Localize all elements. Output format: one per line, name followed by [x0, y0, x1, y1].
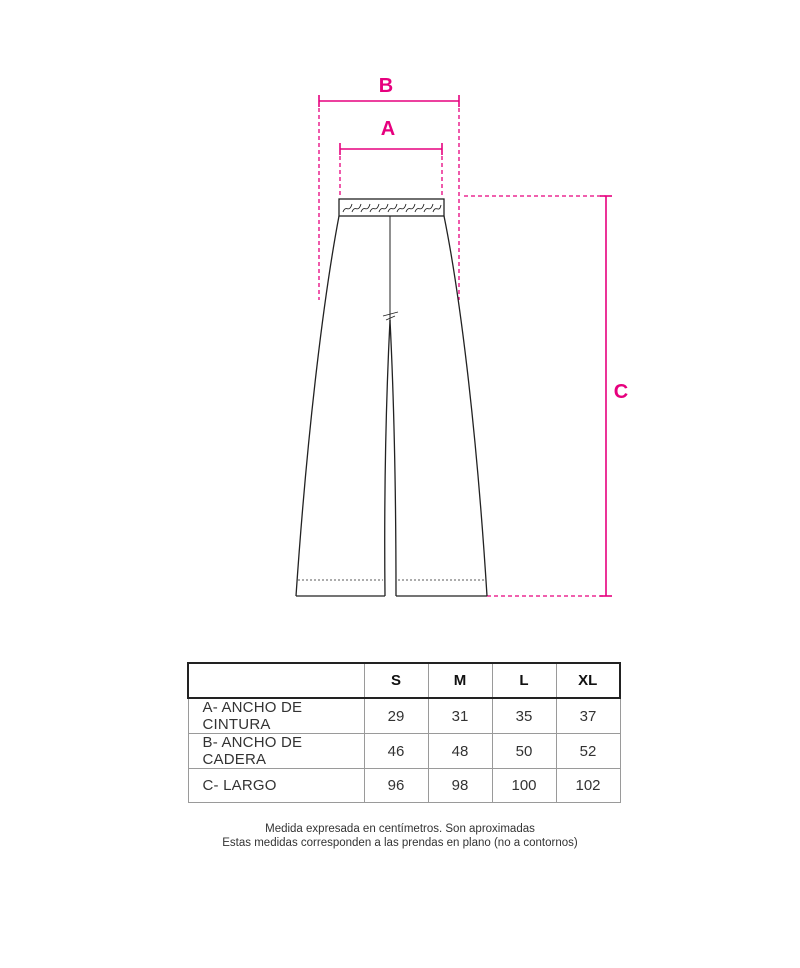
row-label-waist: A- ANCHO DE CINTURA [188, 698, 364, 734]
cell-value: 50 [492, 734, 556, 769]
row-label-hip: B- ANCHO DE CADERA [188, 734, 364, 769]
table-row [188, 734, 620, 769]
cell-value: 37 [556, 698, 620, 734]
measurement-notes [0, 822, 800, 850]
header-size-s: S [364, 663, 428, 698]
cell-value: 52 [556, 734, 620, 769]
note-line-flat: Estas medidas corresponden a las prendas en plano (no a contornos) [222, 837, 578, 849]
header-size-l: L [492, 663, 556, 698]
row-label-length: C- LARGO [188, 769, 364, 803]
dimension-c [464, 196, 612, 596]
cell-value: 100 [492, 769, 556, 803]
table-row [188, 769, 620, 803]
dimension-c-label: C [613, 381, 629, 403]
note-line-approximate: Medida expresada en centímetros. Son aproximadas [265, 823, 535, 835]
dimension-a [340, 143, 442, 196]
header-empty-cell [188, 663, 364, 698]
size-header-row [188, 663, 620, 698]
table-row [188, 698, 620, 734]
cell-value: 31 [428, 698, 492, 734]
header-size-m: M [428, 663, 492, 698]
dimension-b-label: B [378, 75, 394, 97]
dimension-a-label: A [380, 118, 396, 140]
cell-value: 29 [364, 698, 428, 734]
cell-value: 46 [364, 734, 428, 769]
cell-value: 98 [428, 769, 492, 803]
size-chart-table [187, 662, 621, 803]
cell-value: 102 [556, 769, 620, 803]
cell-value: 96 [364, 769, 428, 803]
cell-value: 48 [428, 734, 492, 769]
cell-value: 35 [492, 698, 556, 734]
header-size-xl: XL [556, 663, 620, 698]
